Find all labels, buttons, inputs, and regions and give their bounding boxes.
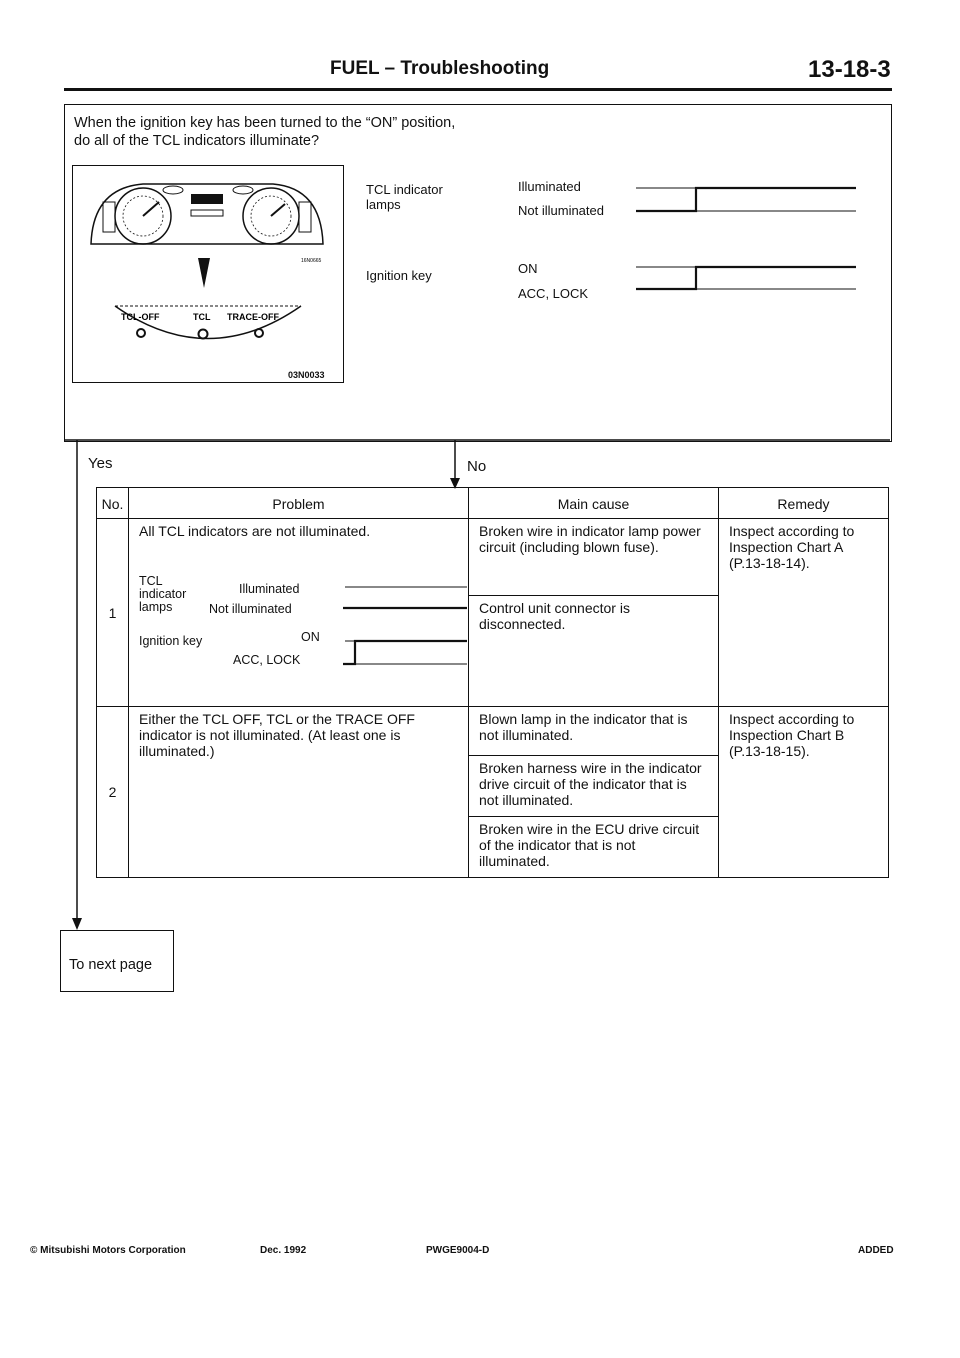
cause-cell — [469, 596, 719, 707]
table-header-row — [97, 488, 889, 519]
page-number: 13-18-3 — [808, 56, 891, 83]
inline-tcl-line1: TCL — [139, 574, 163, 588]
cause-cell — [469, 817, 719, 878]
inline-tcl-label — [139, 575, 186, 614]
timing-illuminated-label: Illuminated — [518, 179, 581, 194]
inline-timing-waveforms — [339, 579, 469, 679]
inline-on: ON — [301, 630, 320, 644]
svg-text:16N0665: 16N0665 — [301, 258, 322, 264]
remedy-cell — [719, 519, 889, 707]
inline-ignition: Ignition key — [139, 634, 203, 648]
cause-text: Broken wire in indicator lamp power circuit (including blown fuse). — [479, 523, 701, 555]
timing-not-illuminated-label: Not illuminated — [518, 203, 604, 218]
yes-branch-label: Yes — [88, 455, 113, 472]
no-branch-label: No — [467, 458, 487, 475]
tcl-label: TCL — [193, 312, 211, 322]
timing-on-label: ON — [518, 261, 538, 276]
timing-tcl-label-1: TCL indicator — [366, 182, 443, 197]
troubleshooting-table — [96, 487, 889, 878]
table-row — [97, 519, 889, 596]
remedy-cell — [719, 707, 889, 878]
figure-code: 03N0033 — [288, 370, 325, 380]
remedy-text: Inspect according to Inspection Chart A (P.13-18-14). — [729, 523, 855, 571]
problem-text: Either the TCL OFF, TCL or the TRACE OFF indicator is not illuminated. (At least one is illuminated.) — [139, 711, 415, 759]
inline-tcl-line3: lamps — [139, 600, 173, 614]
cause-text: Broken harness wire in the indicator drive circuit of the indicator that is not illuminated. — [479, 760, 702, 808]
cause-cell — [469, 707, 719, 756]
next-page-box — [60, 930, 174, 992]
inline-illuminated: Illuminated — [239, 582, 300, 596]
cause-text: Broken wire in the ECU drive circuit of the indicator that is not illuminated. — [479, 821, 700, 869]
cause-text: Blown lamp in the indicator that is not illuminated. — [479, 711, 688, 743]
remedy-text: Inspect according to Inspection Chart B (P.13-18-15). — [729, 711, 855, 759]
inline-not-illuminated: Not illuminated — [209, 602, 292, 616]
header-main-cause: Main cause — [469, 488, 719, 519]
row-number: 1 — [97, 519, 129, 707]
footer-status: ADDED — [858, 1245, 894, 1256]
timing-ignition-label: Ignition key — [366, 268, 432, 283]
problem-cell — [129, 519, 469, 707]
timing-tcl-label-2: lamps — [366, 197, 401, 212]
footer-date: Dec. 1992 — [260, 1245, 307, 1256]
trace-off-label: TRACE-OFF — [227, 312, 279, 322]
tcl-off-label: TCL-OFF — [121, 312, 160, 322]
header-no: No. — [97, 488, 129, 519]
problem-text: All TCL indicators are not illuminated. — [139, 523, 371, 539]
next-page-label: To next page — [69, 957, 153, 973]
footer-copyright: © Mitsubishi Motors Corporation — [30, 1245, 186, 1256]
problem-cell — [129, 707, 469, 878]
question-text: When the ignition key has been turned to the “ON” position, do all of the TCL indicators illuminate? — [74, 115, 456, 149]
down-arrow-icon — [72, 918, 82, 930]
table-row — [97, 707, 889, 756]
timing-acc-lock-label: ACC, LOCK — [518, 286, 589, 301]
header-problem: Problem — [129, 488, 469, 519]
footer-doc-code: PWGE9004-D — [426, 1245, 490, 1256]
page-section-title: FUEL – Troubleshooting — [330, 58, 550, 79]
cause-cell — [469, 519, 719, 596]
row-number: 2 — [97, 707, 129, 878]
cause-text: Control unit connector is disconnected. — [479, 600, 630, 632]
inline-acc-lock: ACC, LOCK — [233, 653, 301, 667]
cause-cell — [469, 756, 719, 817]
header-remedy: Remedy — [719, 488, 889, 519]
inline-tcl-line2: indicator — [139, 587, 187, 601]
